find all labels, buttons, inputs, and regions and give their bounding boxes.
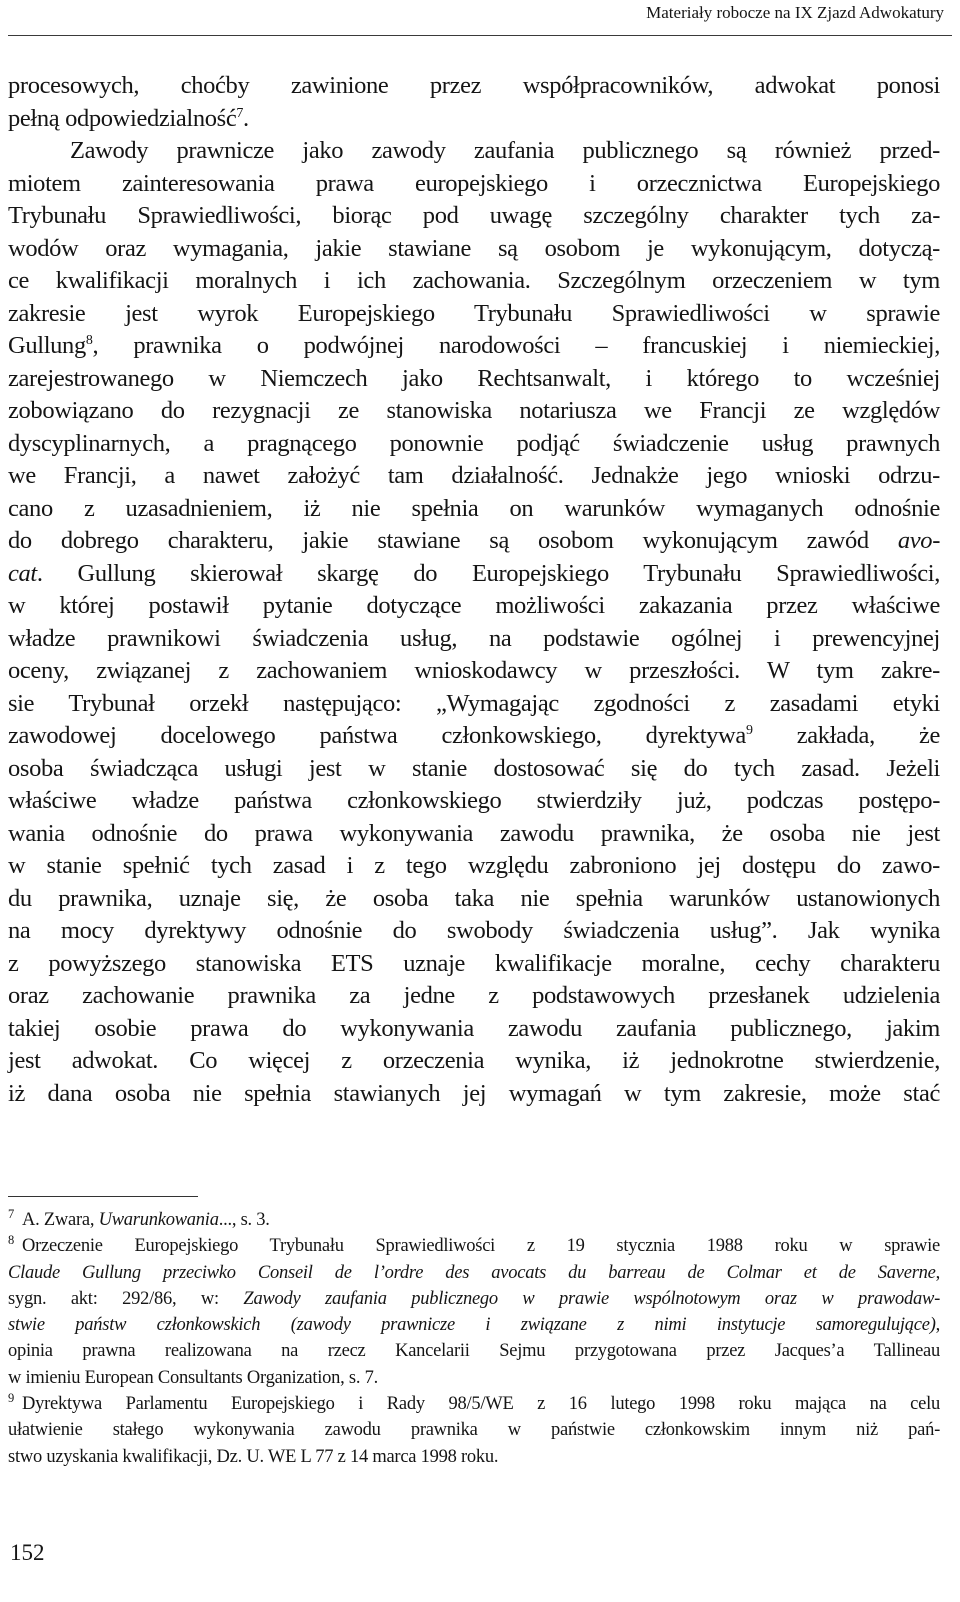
text-line — [8, 200, 940, 233]
text-span: pełną odpowiedzialność — [8, 104, 237, 132]
italic-text: cat — [8, 559, 37, 587]
text-line — [8, 623, 940, 656]
text-span: , — [935, 1262, 940, 1283]
footnote-number: 8 — [8, 1233, 14, 1248]
text-span: we Francji, a nawet założyć tam działalność. Jednakże jego wnioski odrzu- — [8, 462, 940, 489]
text-span: zawodowej docelowego państwa członkowskiego, dyrektywa — [8, 722, 746, 749]
text-span: . Gullung skierował skargę do Europejskiego Trybunału Sprawiedliwości, — [36, 559, 940, 587]
footnote-line — [8, 1260, 940, 1286]
text-line — [8, 655, 940, 688]
text-span: do dobrego charakteru, jakie stawiane są osobom wykonującym zawód — [8, 527, 869, 554]
running-header: Materiały robocze na IX Zjazd Adwokatury — [646, 3, 944, 22]
text-span: oraz zachowanie prawnika za jedne z podstawowych przesłanek udzielenia — [8, 982, 940, 1009]
footnote-line — [8, 1365, 940, 1391]
text-line — [8, 363, 940, 396]
text-line — [8, 558, 940, 591]
text-span: Orzeczenie Europejskiego Trybunału Sprawiedliwości z 19 stycznia 1988 roku w sprawie — [22, 1236, 940, 1257]
footnote-reference: 9 — [745, 722, 753, 738]
footnote-reference: 7 — [236, 105, 244, 121]
text-span: du prawnika, uznaje się, że osoba taka nie spełnia warunków ustanowionych — [8, 884, 940, 912]
text-span: osoba świadcząca usługi jest w stanie dostosować się do tych zasad. Jeżeli — [8, 754, 940, 782]
italic-text: stwie państw członkowskich (zawody prawnicze i związane z nimi instytucje samoregulujące) — [8, 1315, 936, 1336]
text-line — [8, 1045, 940, 1078]
footnote-number: 7 — [8, 1206, 14, 1221]
text-span: ..., s. 3. — [218, 1210, 270, 1230]
text-span: na mocy dyrektywy odnośnie do swobody świadczenia usług”. Jak wynika — [8, 917, 940, 944]
text-line — [8, 330, 940, 363]
footnote-line — [8, 1338, 940, 1364]
text-span: cano z uzasadnieniem, iż nie spełnia on warunków wymaganych odnośnie — [8, 494, 940, 522]
running-header-bar — [8, 0, 952, 36]
text-span: dyscyplinarnych, a pragnącego ponownie podjąć świadczenie usług prawnych — [8, 429, 940, 457]
text-span: , — [935, 1315, 940, 1336]
text-line — [8, 753, 940, 786]
text-span: ułatwienie stałego wykonywania zawodu prawnika w państwie członkowskim innym niż pań- — [8, 1420, 940, 1441]
italic-text: Uwarunkowania — [98, 1210, 219, 1230]
text-line — [8, 493, 940, 526]
text-span: sie Trybunał orzekł następująco: „Wymagając zgodności z zasadami etyki — [8, 689, 940, 717]
text-line — [8, 525, 940, 558]
main-text — [8, 70, 940, 1110]
text-span: Gullung — [8, 332, 86, 359]
text-span: , prawnika o podwójnej narodowości – francuskiej i niemieckiej, — [92, 332, 940, 359]
text-span: władze prawnikowi świadczenia usług, na podstawie ogólnej i prewencyjnej — [8, 624, 940, 652]
footnote-8 — [8, 1233, 940, 1391]
footnote-line — [8, 1207, 940, 1233]
text-span: właściwe władze państwa członkowskiego stwierdziły już, podczas postępo- — [8, 787, 940, 814]
footnote-line — [8, 1312, 940, 1338]
text-line — [8, 265, 940, 298]
text-line — [8, 818, 940, 851]
footnote-line — [8, 1233, 940, 1259]
text-line — [8, 70, 940, 103]
footnote-reference: 8 — [85, 332, 93, 348]
text-line — [8, 1078, 940, 1111]
italic-text: Zawody zaufania publicznego w prawie wspólnotowym oraz w prawodaw- — [243, 1288, 940, 1309]
text-span: . — [243, 104, 249, 132]
text-span: iż dana osoba nie spełnia stawianych jej wymagań w tym zakresie, może stać — [8, 1079, 940, 1107]
text-line — [8, 590, 940, 623]
text-line — [8, 948, 940, 981]
text-line — [8, 460, 940, 493]
text-line — [8, 785, 940, 818]
footnote-9 — [8, 1391, 940, 1470]
text-span: Zawody prawnicze jako zawody zaufania publicznego są również przed- — [70, 137, 940, 164]
footnote-number: 9 — [8, 1390, 14, 1405]
footnote-line — [8, 1444, 940, 1470]
text-span: z powyższego stanowiska ETS uznaje kwalifikacje moralne, cechy charakteru — [8, 949, 940, 977]
italic-text: avo- — [897, 527, 941, 554]
text-line — [8, 883, 940, 916]
text-line — [8, 103, 940, 136]
text-span: opinia prawna realizowana na rzecz Kancelarii Sejmu przygotowana przez Jacques’a Tallineau — [8, 1341, 940, 1362]
text-span: w imieniu European Consultants Organization, s. 7. — [8, 1367, 378, 1388]
text-line — [8, 298, 940, 331]
text-span: A. Zwara, — [22, 1210, 99, 1230]
text-line — [8, 233, 940, 266]
paragraph-1 — [8, 70, 940, 135]
text-span: ce kwalifikacji moralnych i ich zachowania. Szczególnym orzeczeniem w tym — [8, 267, 940, 294]
text-span: stwo uzyskania kwalifikacji, Dz. U. WE L 77 z 14 marca 1998 roku. — [8, 1446, 499, 1467]
footnotes — [8, 1207, 940, 1470]
text-line — [8, 980, 940, 1013]
text-line — [8, 1013, 940, 1046]
page-number: 152 — [10, 1540, 45, 1565]
text-span: zarejestrowanego w Niemczech jako Rechtsanwalt, i którego to wcześniej — [8, 364, 940, 392]
paragraph-2 — [8, 135, 940, 1110]
text-span: zakłada, że — [796, 722, 941, 749]
text-line — [8, 915, 940, 948]
footnote-line — [8, 1417, 940, 1443]
text-line — [8, 168, 940, 201]
footnote-7 — [8, 1207, 940, 1233]
footnote-line — [8, 1391, 940, 1417]
text-line — [8, 395, 940, 428]
text-span: zakresie jest wyrok Europejskiego Trybunału Sprawiedliwości w sprawie — [8, 299, 940, 327]
text-line — [8, 428, 940, 461]
footnote-separator — [8, 1196, 198, 1197]
text-span: oceny, związanej z zachowaniem wnioskodawcy w przeszłości. W tym zakre- — [8, 657, 940, 684]
text-span: sygn. akt: 292/86, w: — [8, 1288, 244, 1309]
text-line — [8, 720, 940, 753]
text-span: zobowiązano do rezygnacji ze stanowiska notariusza we Francji ze względów — [8, 397, 940, 424]
text-line — [8, 688, 940, 721]
text-line — [8, 135, 940, 168]
text-span: w której postawił pytanie dotyczące możliwości zakazania przez właściwe — [8, 592, 940, 619]
text-span: miotem zainteresowania prawa europejskiego i orzecznictwa Europejskiego — [8, 169, 940, 197]
text-span: procesowych, choćby zawinione przez współpracowników, adwokat ponosi — [8, 72, 940, 99]
footnote-line — [8, 1286, 940, 1312]
text-span: wania odnośnie do prawa wykonywania zawodu prawnika, że osoba nie jest — [8, 819, 940, 847]
text-line — [8, 850, 940, 883]
text-span: jest adwokat. Co więcej z orzeczenia wynika, iż jednokrotne stwierdzenie, — [8, 1047, 940, 1074]
text-span: Trybunału Sprawiedliwości, biorąc pod uwagę szczególny charakter tych za- — [8, 202, 940, 229]
text-span: Dyrektywa Parlamentu Europejskiego i Rady 98/5/WE z 16 lutego 1998 roku mająca na celu — [22, 1394, 940, 1415]
text-span: takiej osobie prawa do wykonywania zawodu zaufania publicznego, jakim — [8, 1014, 940, 1042]
text-span: w stanie spełnić tych zasad i z tego względu zabroniono jej dostępu do zawo- — [8, 852, 940, 879]
italic-text: Claude Gullung przeciwko Conseil de l’ordre des avocats du barreau de Colmar et de Saverne — [8, 1262, 936, 1283]
text-span: wodów oraz wymagania, jakie stawiane są osobom je wykonującym, dotyczą- — [8, 234, 940, 262]
